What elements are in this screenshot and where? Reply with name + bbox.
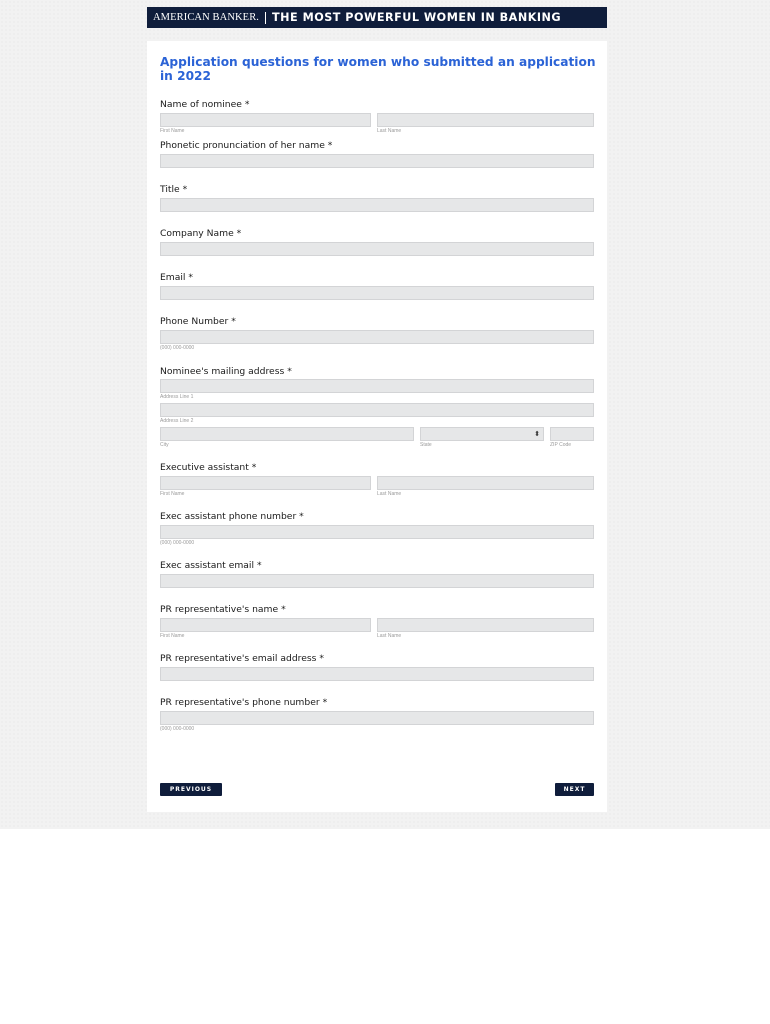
exec-first-name-sublabel: First Name	[160, 491, 185, 497]
address-line1-input[interactable]	[160, 379, 594, 393]
title-input[interactable]	[160, 198, 594, 212]
next-button[interactable]: NEXT	[555, 783, 594, 796]
state-select[interactable]	[420, 427, 544, 441]
address-line2-input[interactable]	[160, 403, 594, 417]
address-label: Nominee's mailing address *	[160, 366, 292, 377]
exec-assistant-label: Executive assistant *	[160, 462, 257, 473]
email-input[interactable]	[160, 286, 594, 300]
previous-button[interactable]: PREVIOUS	[160, 783, 222, 796]
banner-title: THE MOST POWERFUL WOMEN IN BANKING	[272, 11, 562, 24]
phone-hint: (000) 000-0000	[160, 345, 195, 351]
pr-last-name-sublabel: Last Name	[377, 633, 402, 639]
nominee-last-name-sublabel: Last Name	[377, 128, 402, 134]
pr-phone-label: PR representative's phone number *	[160, 697, 328, 708]
phonetic-input[interactable]	[160, 154, 594, 168]
address-line2-sublabel: Address Line 2	[160, 418, 194, 424]
pr-name-label: PR representative's name *	[160, 604, 286, 615]
company-label: Company Name *	[160, 228, 242, 239]
zip-sublabel: ZIP Code	[550, 442, 572, 448]
nominee-first-name-input[interactable]	[160, 113, 371, 127]
phone-input[interactable]	[160, 330, 594, 344]
pr-first-name-sublabel: First Name	[160, 633, 185, 639]
nominee-first-name-sublabel: First Name	[160, 128, 185, 134]
title-label: Title *	[160, 184, 188, 195]
exec-email-label: Exec assistant email *	[160, 560, 262, 571]
zip-input[interactable]	[550, 427, 594, 441]
exec-last-name-sublabel: Last Name	[377, 491, 402, 497]
exec-phone-input[interactable]	[160, 525, 594, 539]
pr-first-name-input[interactable]	[160, 618, 371, 632]
exec-phone-label: Exec assistant phone number *	[160, 511, 304, 522]
banner-divider	[265, 12, 266, 24]
american-banker-logo: AMERICAN BANKER.	[153, 12, 260, 23]
address-line1-sublabel: Address Line 1	[160, 394, 194, 400]
exec-first-name-input[interactable]	[160, 476, 371, 490]
form-card	[147, 41, 607, 812]
pr-email-input[interactable]	[160, 667, 594, 681]
pr-last-name-input[interactable]	[377, 618, 594, 632]
pr-phone-hint: (000) 000-0000	[160, 726, 195, 732]
pr-email-label: PR representative's email address *	[160, 653, 324, 664]
exec-last-name-input[interactable]	[377, 476, 594, 490]
pr-phone-input[interactable]	[160, 711, 594, 725]
city-sublabel: City	[160, 442, 169, 448]
company-input[interactable]	[160, 242, 594, 256]
exec-phone-hint: (000) 000-0000	[160, 540, 195, 546]
nominee-last-name-input[interactable]	[377, 113, 594, 127]
header-banner	[147, 7, 607, 28]
nominee-name-label: Name of nominee *	[160, 99, 250, 110]
form-heading: Application questions for women who submitted an application in 2022	[160, 55, 596, 83]
exec-email-input[interactable]	[160, 574, 594, 588]
email-label: Email *	[160, 272, 194, 283]
city-input[interactable]	[160, 427, 414, 441]
select-arrows-icon: ⬍	[534, 431, 540, 438]
phone-label: Phone Number *	[160, 316, 236, 327]
phonetic-label: Phonetic pronunciation of her name *	[160, 140, 333, 151]
state-sublabel: State	[420, 442, 432, 448]
